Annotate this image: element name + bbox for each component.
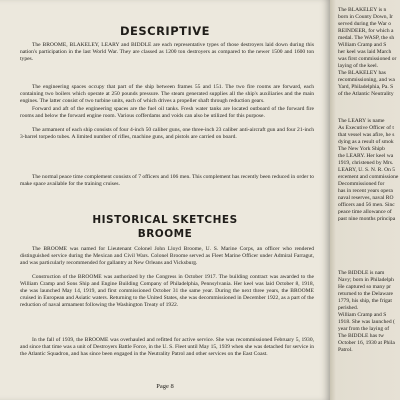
right-page-line: October 16, 1930 at Phila [338, 340, 395, 346]
right-page-line: returned to the Delaware [338, 291, 393, 297]
right-page-line: her keel was laid March [338, 49, 392, 55]
descriptive-paragraph-2: The engineering spaces occupy that part of the ship between frames 55 and 151. The two fire rooms are forward, each containing two boilers which operate at 250 pounds pressure. The steam generated supplies all the ship's auxiliaries and the main engines. The latter consist of two turbine units, each of which drives a propeller shaft through reduction gears. [20, 84, 314, 104]
right-page-line: The BLAKELEY has [338, 70, 386, 76]
descriptive-paragraph-3: Forward and aft of the engineering spaces are the fuel oil tanks. Fresh water tanks are located outboard of the forward fire rooms and below the forward engine room. Various cofferdams and voids can also be utilized for this purpose. [20, 106, 314, 119]
right-page [330, 0, 400, 400]
right-page-line: William Cramp and S [338, 312, 387, 318]
right-page-line: the LEARY. Her keel wa [338, 153, 394, 159]
right-page-line: dying as a result of smok [338, 139, 394, 145]
right-page-line: ercement and commissione [338, 174, 399, 180]
right-page-line: The BIDDLE has tw [338, 333, 385, 339]
right-page-line: The BLAKELEY is n [338, 7, 387, 13]
right-page-line: medal. The WASP, the sh [338, 35, 395, 41]
right-page-line: REINDEER, for which a [338, 28, 394, 34]
descriptive-heading: DESCRIPTIVE [119, 24, 211, 38]
right-page-line: laying of the keel. [338, 63, 379, 69]
right-page-line: Navy; born in Philadelph [338, 277, 394, 283]
right-page-line: served during the War o [338, 21, 392, 27]
right-page-line: Decommissioned for [338, 181, 385, 187]
right-page-line: LEARY, U. S. N. R. On 5 [338, 167, 396, 173]
right-page-line: 1779, his ship, the frigat [338, 298, 392, 304]
right-page-line: Yard, Philadelphia, Pa. S [338, 84, 394, 90]
right-page-line: naval reserves, naval RO [338, 195, 394, 201]
page-number: Page 8 [156, 383, 174, 390]
right-page-line: 1919, christened by Mrs. [338, 160, 394, 166]
right-page-line: The LEARY is name [338, 118, 385, 124]
right-page-line: that vessel was afire, he s [338, 132, 395, 138]
right-page-line: was first commissioned or [338, 56, 397, 62]
right-page-line: peace time allowance of [338, 209, 392, 215]
right-page-line: He captured so many pr [338, 284, 391, 290]
right-page-line: officers and 56 men. Sinc [338, 202, 395, 208]
broome-paragraph-3: In the fall of 1939, the BROOME was overhauled and refitted for active service. She was recommissioned February 5, 1930, and since that time was a unit of Destroyers Battle Force, in the U. S. Fleet until May 15, 1939 when she was detached for service in the Atlantic Squadron, and has since been engaged in the Neutrality Patrol and other services on the East Coast. [20, 337, 314, 357]
right-page-line: born in County Down, Ir [338, 14, 394, 20]
right-page-line: perished. [338, 305, 359, 311]
descriptive-paragraph-1: The BROOME, BLAKELEY, LEARY and BIDDLE are each representative types of those destroyers laid down during this nation's participation in the last World War. They are classed as 1200 ton destroyers as compared to the newer 1500 and 1600 ton types. [20, 42, 314, 62]
broome-heading: BROOME [137, 228, 193, 240]
right-page-line: As Executive Officer of t [338, 125, 394, 131]
descriptive-paragraph-4: The armament of each ship consists of four 4-inch 50 caliber guns, one three-inch 23 caliber anti-aircraft gun and four 21-inch 3-barrel torpedo tubes. A limited number of rifles, machine guns, and pistols are carried on board. [20, 127, 314, 140]
descriptive-paragraph-5: The normal peace time complement consists of 7 officers and 106 men. This complement has recently been reduced in order to make space available for the training cruises. [20, 174, 314, 187]
historical-sketches-heading: HISTORICAL SKETCHES [92, 214, 238, 226]
right-page-line: 1918. She was launched ( [338, 319, 395, 325]
right-page-line: recommissioning, and wa [338, 77, 395, 83]
broome-paragraph-1: The BROOME was named for Lieutenant Colonel John Lloyd Broome, U. S. Marine Corps, an officer who rendered distinguished service during the Mexican and Civil Wars. Colonel Broome served as Fleet Marine Officer under Admiral Farragut, and was particularly recommended for gallantry at New Orleans and Vicksburg. [20, 246, 314, 266]
right-page-line: Patrol. [338, 347, 353, 353]
right-page-line: William Cramp and S [338, 42, 387, 48]
right-page-line: of the Atlantic Neutrality [338, 91, 394, 97]
right-page-line: The BIDDLE is nam [338, 270, 385, 276]
right-page-line: past nine months principa [338, 216, 396, 222]
right-page-line: The New York Shipb [338, 146, 385, 152]
broome-paragraph-2: Construction of the BROOME was authorized by the Congress in October 1917. The building contract was awarded to the William Cramp and Sons Ship and Engine Building Company of Philadelphia, Pennsylvania. Her keel was laid October 8, 1918, she was launched May 14, 1919, and first commissioned October 31 the same year. During the next three years, the BROOME cruised in European and Asiatic waters. Returning to the United States, she was decommissioned in December 1922, as a part of the reduction of naval armament following the Washington Treaty of 1922. [20, 274, 314, 308]
right-page-line: year from the laying of [338, 326, 390, 332]
right-page-line: has in recent years opera [338, 188, 393, 194]
